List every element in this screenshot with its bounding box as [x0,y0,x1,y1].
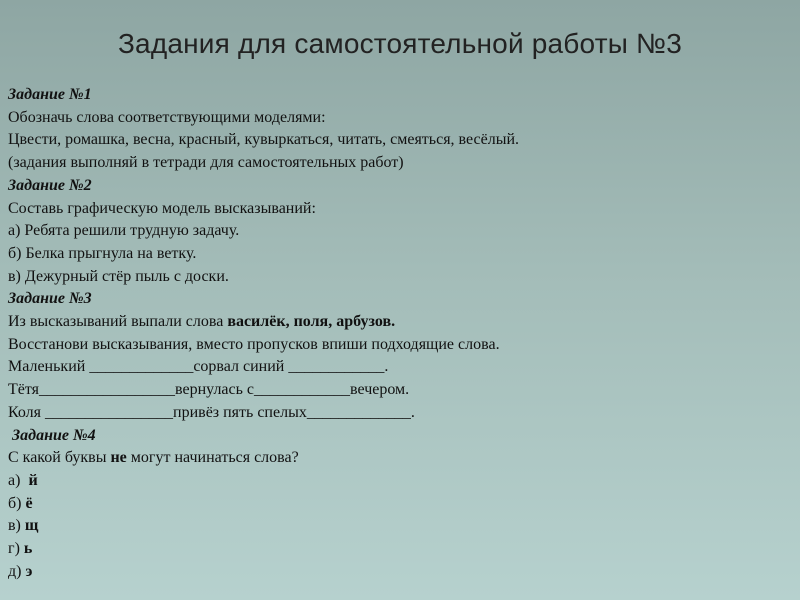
task-4-question-suffix: могут начинаться слова? [126,449,299,467]
task-2-heading: Задание №2 [8,176,92,194]
task-1-line-2: Цвести, ромашка, весна, красный, кувыркаться, читать, смеяться, весёлый. [8,131,520,149]
task-2-line-2: а) Ребята решили трудную задачу. [8,222,240,240]
task-2-line-3: б) Белка прыгнула на ветку. [8,244,197,262]
option-prefix: д) [8,562,26,580]
task-2-line-1: Составь графическую модель высказываний: [8,199,316,217]
task-2-line-4: в) Дежурный стёр пыль с доски. [8,267,229,285]
task-3-intro-bold-words: василёк, поля, арбузов. [227,313,396,331]
task-4-option [8,470,788,493]
option-letter: й [28,471,38,489]
option-letter: щ [24,517,39,535]
task-4-heading: Задание №4 [12,426,96,444]
task-4-option [8,493,788,516]
task-1-line-3: (задания выполняй в тетради для самостоятельных работ) [8,154,404,172]
task-3-line-2: Маленький _____________сорвал синий ____________. [8,358,389,376]
task-1-line-1: Обозначь слова соответствующими моделями: [8,108,326,126]
task-4-option [8,538,788,561]
task-4-question-bold: не [110,449,127,467]
task-3-intro [8,311,788,334]
task-4-question-prefix: С какой буквы [8,449,111,467]
task-1-heading: Задание №1 [8,86,92,103]
option-prefix: в) [8,517,25,535]
task-3-line-1: Восстанови высказывания, вместо пропусков впиши подходящие слова. [8,335,500,353]
task-4-question [8,447,788,470]
slide-title: Задания для самостоятельной работы №3 [117,28,683,59]
tasks-content [8,84,788,583]
task-3-intro-prefix: Из высказываний выпали слова [8,313,228,331]
option-letter: ь [23,540,33,558]
option-letter: э [25,562,33,580]
task-3-heading: Задание №3 [8,290,92,308]
option-prefix: б) [8,494,26,512]
task-3-line-4: Коля ________________привёз пять спелых_____________. [8,403,415,421]
option-letter: ё [25,494,33,512]
option-prefix: г) [8,540,24,558]
task-4-option [8,561,788,584]
task-3-line-3: Тётя_________________вернулась с____________вечером. [8,381,410,399]
task-4-option [8,515,788,538]
option-prefix: а) [8,471,29,489]
